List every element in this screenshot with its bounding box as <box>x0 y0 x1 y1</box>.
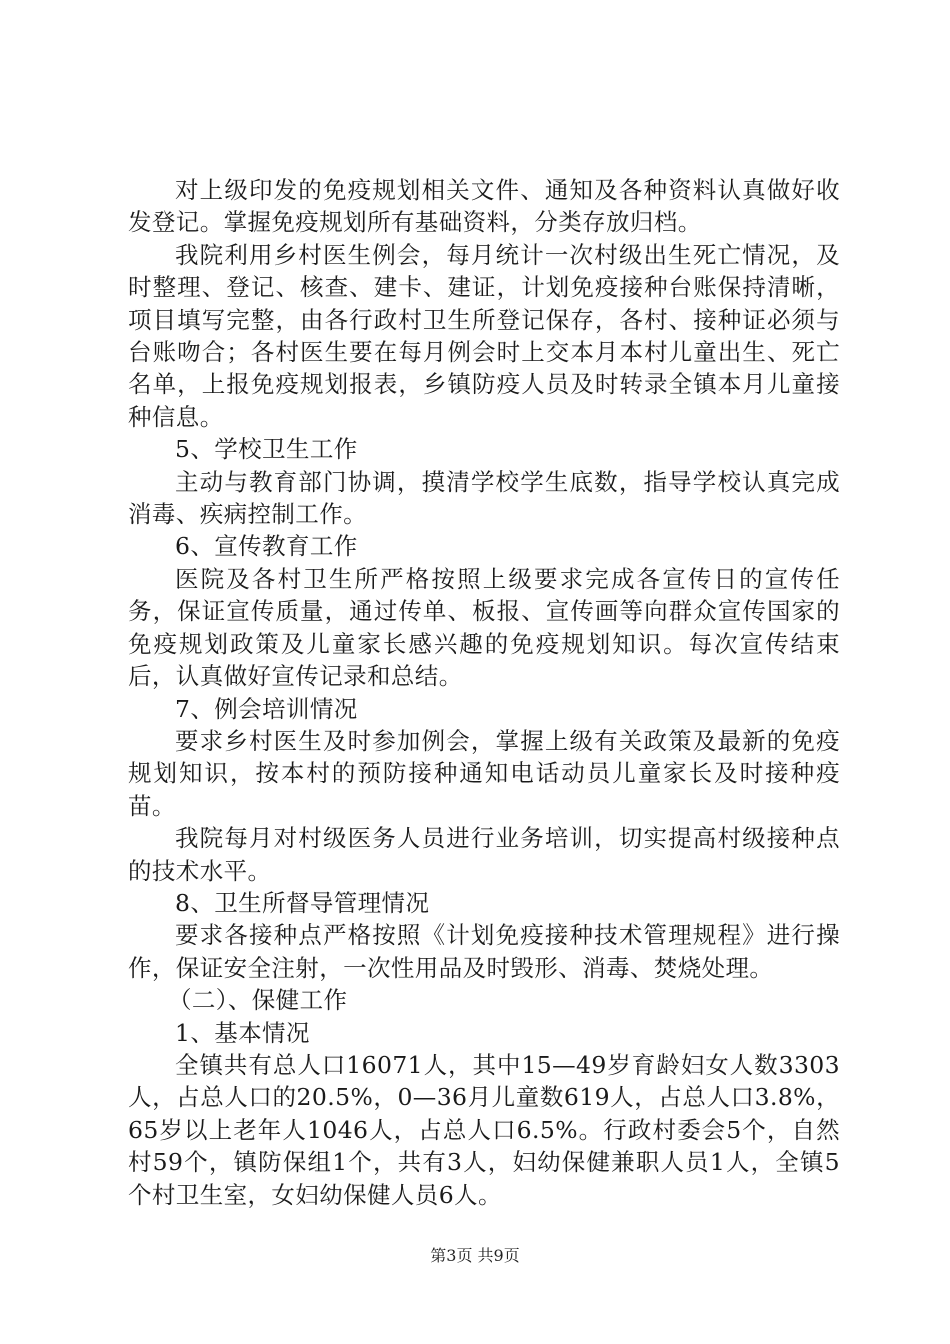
heading-supervision: 8、卫生所督导管理情况 <box>175 888 430 917</box>
paragraph-birth-death-stats: 我院利用乡村医生例会，每月统计一次村级出生死亡情况，及时整理、登记、核查、建卡、建证，计划免疫接种台账保持清晰，项目填写完整，由各行政村卫生所登记保存，各村、接种证必须与台账吻合；各村医生要在每月例会时上交本月本村儿童出生、死亡名单，上报免疫规划报表，乡镇防疫人员及时转录全镇本月儿童接种信息。 <box>128 240 840 431</box>
paragraph-school-health: 主动与教育部门协调，摸清学校学生底数，指导学校认真完成消毒、疾病控制工作。 <box>128 467 840 529</box>
paragraph-training-meeting: 要求乡村医生及时参加例会，掌握上级有关政策及最新的免疫规划知识，按本村的预防接种通知电话动员儿童家长及时接种疫苗。 <box>128 726 840 820</box>
page-footer <box>0 1243 950 1266</box>
paragraph-publicity: 医院及各村卫生所严格按照上级要求完成各宣传日的宣传任务，保证宣传质量，通过传单、板报、宣传画等向群众宣传国家的免疫规划政策及儿童家长感兴趣的免疫规划知识。每次宣传结束后，认真做好宣传记录和总结。 <box>128 564 840 691</box>
page-number-label: 第3页 共9页 <box>430 1246 520 1265</box>
paragraph-archive: 对上级印发的免疫规划相关文件、通知及各种资料认真做好收发登记。掌握免疫规划所有基础资料，分类存放归档。 <box>128 176 840 237</box>
document-body <box>128 174 840 1211</box>
paragraph-supervision: 要求各接种点严格按照《计划免疫接种技术管理规程》进行操作，保证安全注射，一次性用品及时毁形、消毒、焚烧处理。 <box>128 921 840 982</box>
paragraph-training-monthly: 我院每月对村级医务人员进行业务培训，切实提高村级接种点的技术水平。 <box>128 824 840 885</box>
heading-training: 7、例会培训情况 <box>175 694 358 723</box>
heading-school-health: 5、学校卫生工作 <box>175 435 358 464</box>
paragraph-basic-info: 全镇共有总人口16071人，其中15—49岁育龄妇女人数3303人，占总人口的20.5%，0—36月儿童数619人，占总人口3.8%，65岁以上老年人1046人，占总人口6.5%。行政村委会5个，自然村59个，镇防保组1个，共有3人，妇幼保健兼职人员1人，全镇5个村卫生室，女妇幼保健人员6人。 <box>128 1050 840 1209</box>
heading-health-care: （二）、保健工作 <box>167 986 348 1015</box>
heading-basic-info: 1、基本情况 <box>175 1018 310 1047</box>
heading-publicity: 6、宣传教育工作 <box>175 532 358 561</box>
